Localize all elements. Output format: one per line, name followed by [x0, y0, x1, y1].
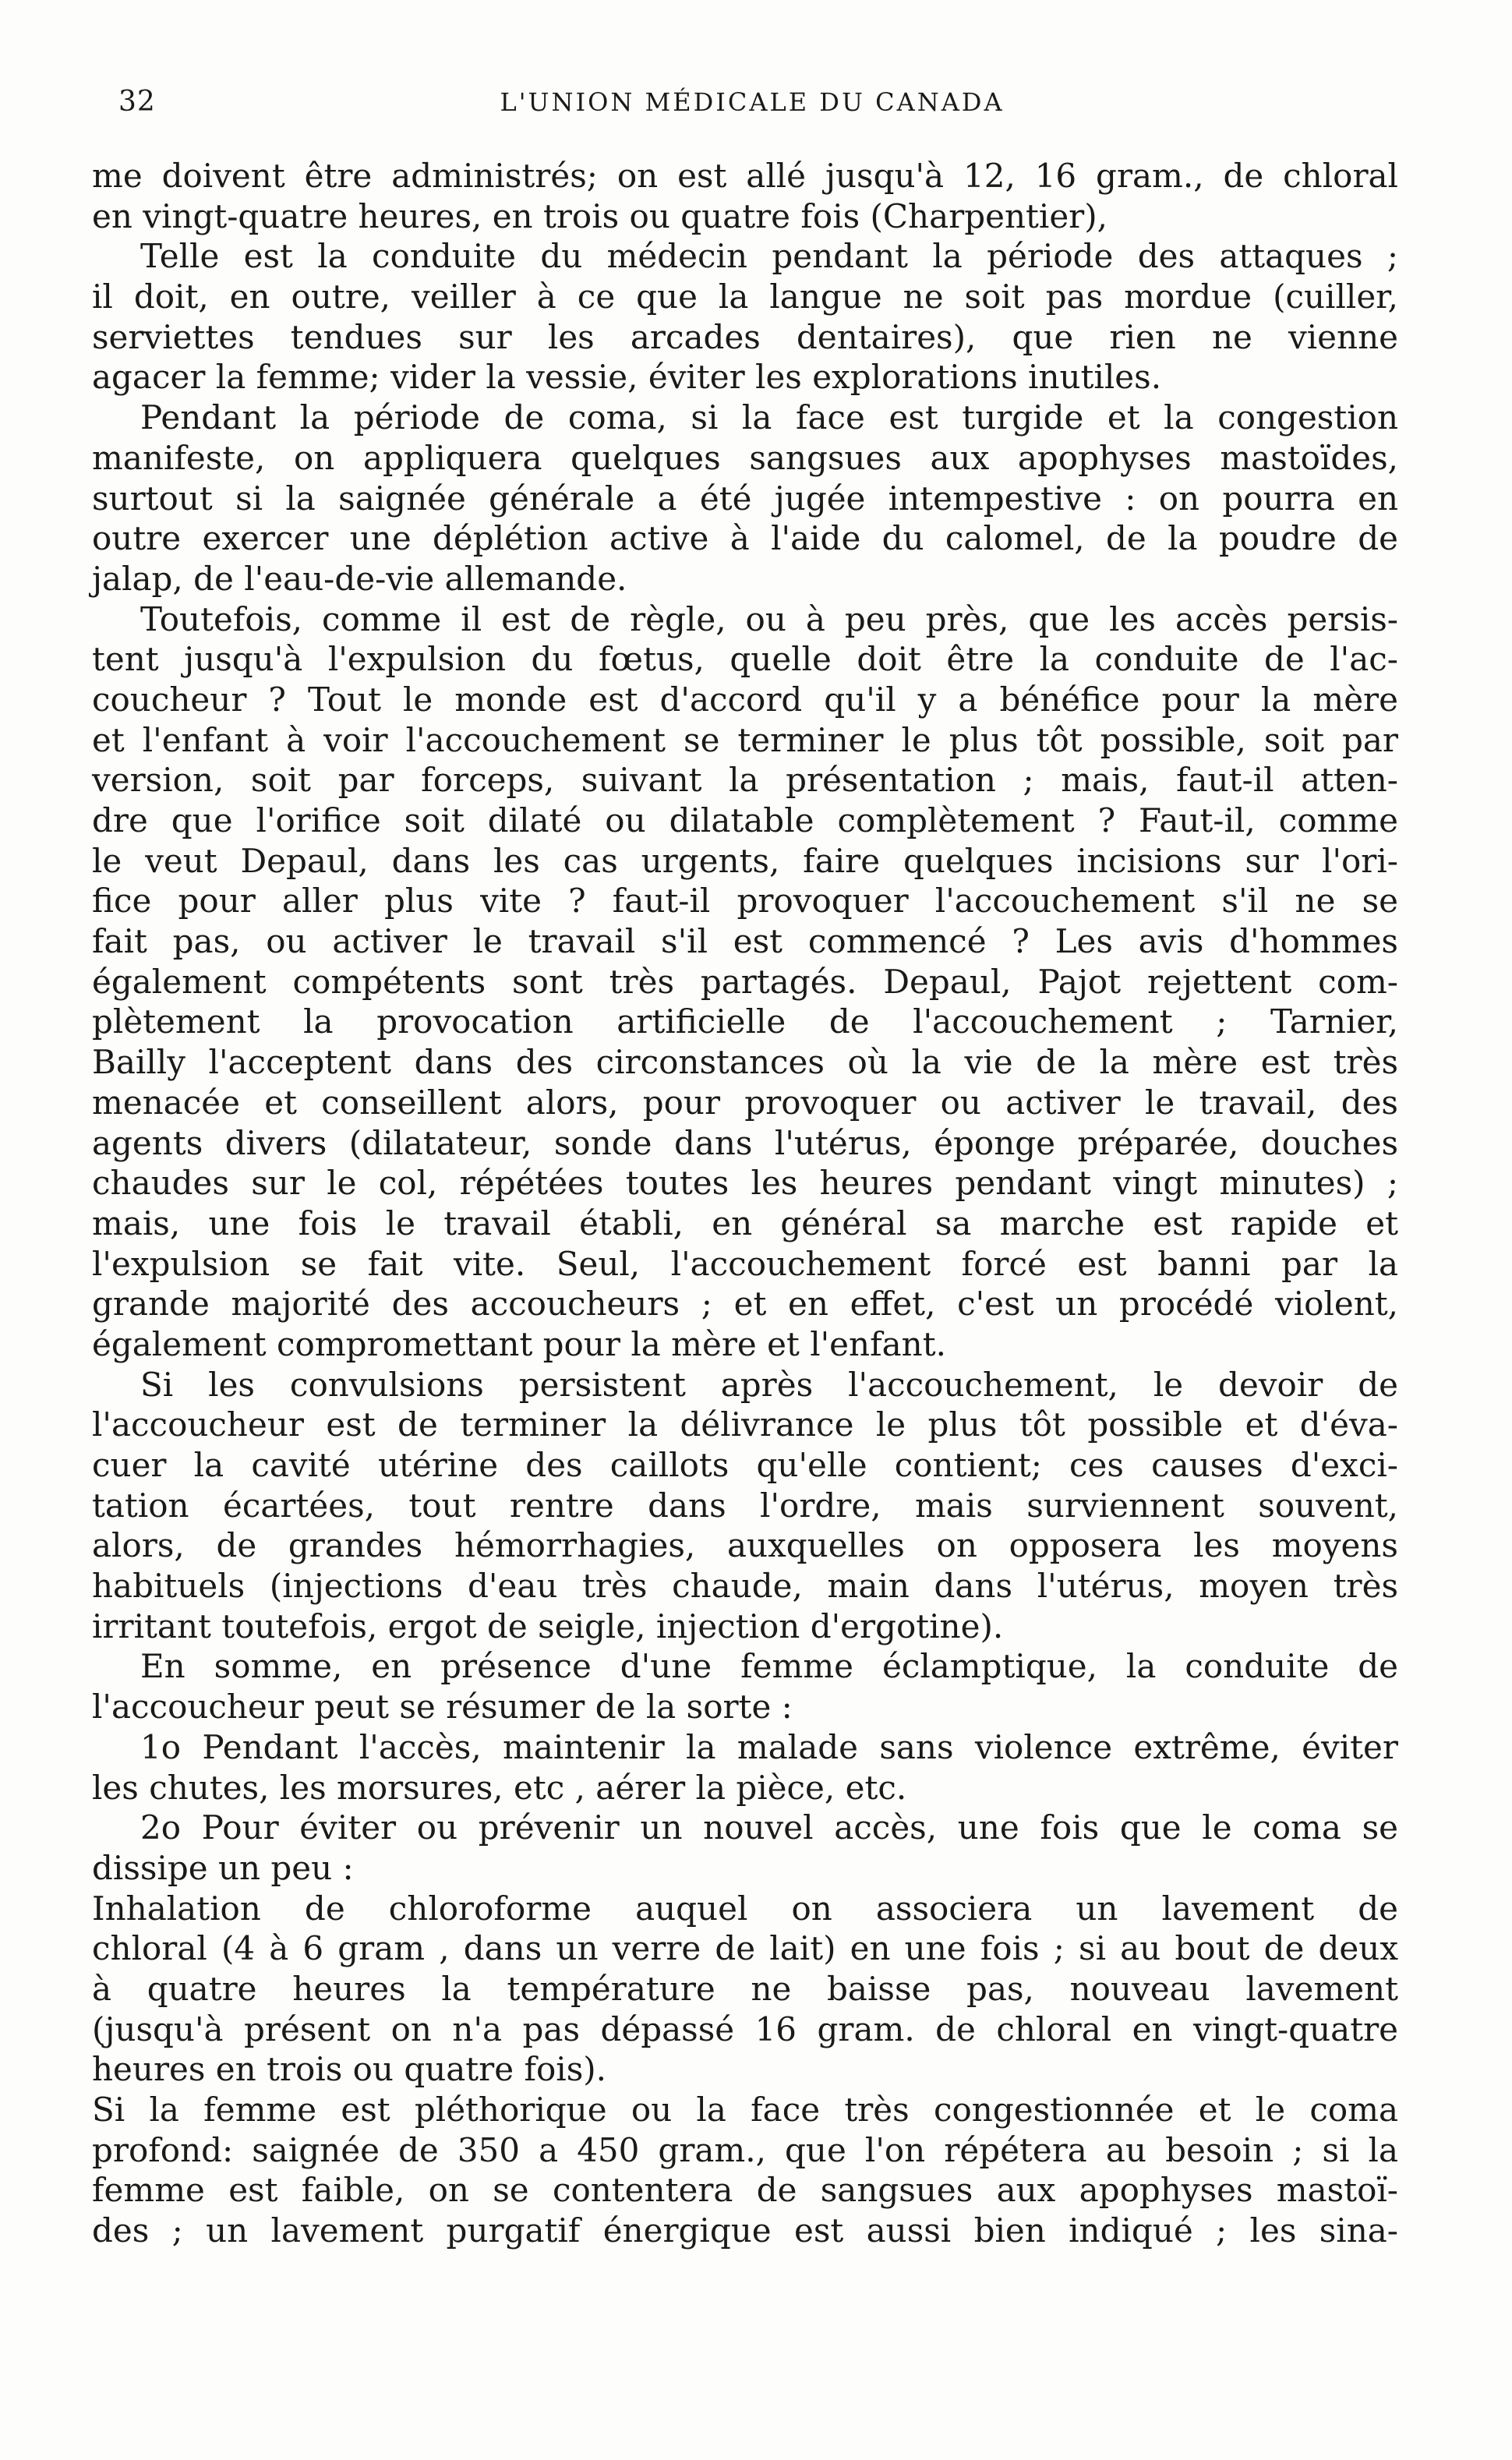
text-line: Si la femme est pléthorique ou la face très congestionnée et le coma	[92, 2091, 1398, 2129]
text-line: serviettes tendues sur les arcades dentaires), que rien ne vienne	[92, 317, 1398, 356]
text-line: agacer la femme; vider la vessie, éviter les explorations inutiles.	[92, 358, 1162, 397]
page-header	[109, 86, 1395, 133]
text-line: l'accoucheur peut se résumer de la sorte :	[92, 1688, 793, 1727]
text-line: habituels (injections d'eau très chaude, main dans l'utérus, moyen très	[92, 1567, 1398, 1606]
text-line: cuer la cavité utérine des caillots qu'elle contient; ces causes d'exci-	[92, 1446, 1398, 1484]
text-line: l'expulsion se fait vite. Seul, l'accouchement forcé est banni par la	[92, 1244, 1398, 1283]
text-line: (jusqu'à présent on n'a pas dépassé 16 gram. de chloral en vingt-quatre	[92, 2009, 1398, 2048]
text-line: En somme, en présence d'une femme éclamptique, la conduite de	[140, 1647, 1398, 1686]
text-line: chaudes sur le col, répétées toutes les heures pendant vingt minutes) ;	[92, 1164, 1398, 1203]
text-line: Inhalation de chloroforme auquel on associera un lavement de	[92, 1889, 1398, 1928]
text-line: alors, de grandes hémorrhagies, auxquelles on opposera les moyens	[92, 1526, 1398, 1565]
text-line: Pendant la période de coma, si la face est turgide et la congestion	[140, 398, 1398, 437]
text-line: également compromettant pour la mère et l'enfant.	[92, 1324, 946, 1363]
text-line: il doit, en outre, veiller à ce que la langue ne soit pas mordue (cuiller,	[92, 277, 1398, 316]
text-line: Telle est la conduite du médecin pendant la période des attaques ;	[140, 237, 1398, 276]
text-line: 2o Pour éviter ou prévenir un nouvel accès, une fois que le coma se	[140, 1808, 1398, 1847]
text-line: grande majorité des accoucheurs ; et en effet, c'est un procédé violent,	[92, 1285, 1398, 1324]
text-line: Toutefois, comme il est de règle, ou à peu près, que les accès persis-	[140, 599, 1398, 638]
text-line: coucheur ? Tout le monde est d'accord qu'il y a bénéfice pour la mère	[92, 680, 1398, 719]
text-line: chloral (4 à 6 gram , dans un verre de lait) en une fois ; si au bout de deux	[92, 1929, 1398, 1968]
page-number: 32	[118, 86, 156, 118]
text-line: fait pas, ou activer le travail s'il est commencé ? Les avis d'hommes	[92, 922, 1398, 961]
text-line: me doivent être administrés; on est allé jusqu'à 12, 16 gram., de chloral	[92, 157, 1398, 195]
text-line: plètement la provocation artificielle de l'accouchement ; Tarnier,	[92, 1002, 1398, 1041]
running-title: L'UNION MÉDICALE DU CANADA	[500, 87, 1005, 117]
text-line: manifeste, on appliquera quelques sangsues aux apophyses mastoïdes,	[92, 438, 1398, 477]
text-line: jalap, de l'eau-de-vie allemande.	[92, 559, 627, 598]
text-line: tation écartées, tout rentre dans l'ordre, mais surviennent souvent,	[92, 1486, 1398, 1525]
text-line: en vingt-quatre heures, en trois ou quatre fois (Charpentier),	[92, 196, 1108, 235]
text-line: l'accoucheur est de terminer la délivrance le plus tôt possible et d'éva-	[92, 1405, 1398, 1444]
text-line: version, soit par forceps, suivant la présentation ; mais, faut-il atten-	[92, 761, 1398, 800]
text-line: à quatre heures la température ne baisse pas, nouveau lavement	[92, 1969, 1398, 2008]
text-line: profond: saignée de 350 a 450 gram., que l'on répétera au besoin ; si la	[92, 2130, 1398, 2169]
text-line: les chutes, les morsures, etc , aérer la pièce, etc.	[92, 1768, 907, 1807]
text-line: et l'enfant à voir l'accouchement se terminer le plus tôt possible, soit par	[92, 720, 1398, 759]
text-line: le veut Depaul, dans les cas urgents, faire quelques incisions sur l'ori-	[92, 841, 1398, 880]
text-line: irritant toutefois, ergot de seigle, injection d'ergotine).	[92, 1606, 1004, 1645]
text-line: agents divers (dilatateur, sonde dans l'utérus, éponge préparée, douches	[92, 1123, 1398, 1162]
text-line: 1o Pendant l'accès, maintenir la malade sans violence extrême, éviter	[140, 1727, 1398, 1766]
text-line: Si les convulsions persistent après l'accouchement, le devoir de	[140, 1365, 1398, 1404]
text-line: fice pour aller plus vite ? faut-il provoquer l'accouchement s'il ne se	[92, 882, 1398, 921]
text-line: surtout si la saignée générale a été jugée intempestive : on pourra en	[92, 479, 1398, 518]
text-line: outre exercer une déplétion active à l'aide du calomel, de la poudre de	[92, 519, 1398, 558]
text-line: mais, une fois le travail établi, en général sa marche est rapide et	[92, 1203, 1398, 1242]
body-text	[92, 156, 1398, 2251]
text-line: tent jusqu'à l'expulsion du fœtus, quelle doit être la conduite de l'ac-	[92, 640, 1398, 679]
text-line: également compétents sont très partagés. Depaul, Pajot rejettent com-	[92, 962, 1398, 1001]
text-line: heures en trois ou quatre fois).	[92, 2050, 607, 2089]
text-line: menacée et conseillent alors, pour provoquer ou activer le travail, des	[92, 1083, 1398, 1122]
text-line: Bailly l'acceptent dans des circonstances où la vie de la mère est très	[92, 1043, 1398, 1082]
text-line: dissipe un peu :	[92, 1848, 354, 1887]
text-line: des ; un lavement purgatif énergique est aussi bien indiqué ; les sina-	[92, 2211, 1398, 2250]
text-line: femme est faible, on se contentera de sangsues aux apophyses mastoï-	[92, 2171, 1398, 2210]
text-line: dre que l'orifice soit dilaté ou dilatable complètement ? Faut-il, comme	[92, 801, 1398, 839]
